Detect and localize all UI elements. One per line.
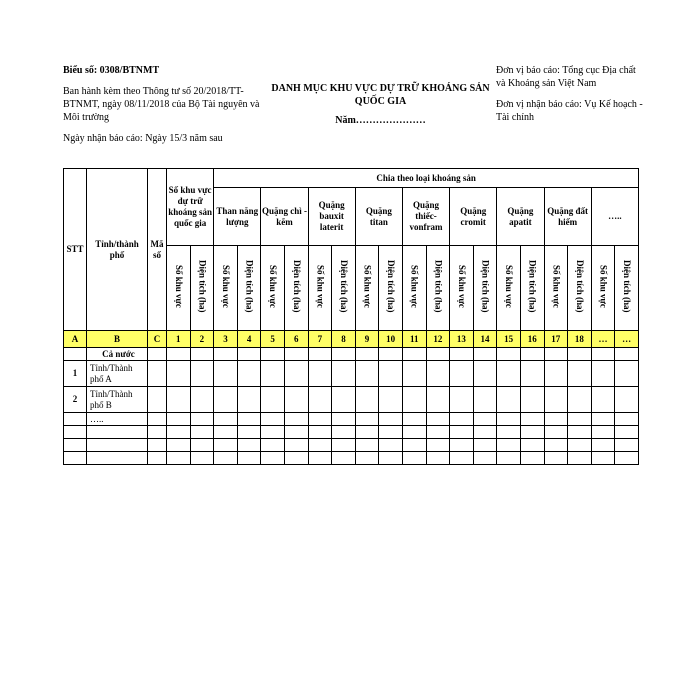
data-cell[interactable] [167,452,191,465]
table-row [64,387,639,413]
col-stt-header: STT [64,169,87,331]
mineral-header: Quặng thiếc-vonfram [402,188,449,246]
data-cell[interactable] [473,387,497,413]
data-cell[interactable] [591,387,615,413]
table-row [64,413,639,426]
data-cell[interactable] [544,361,568,387]
column-code-cell: 15 [497,331,521,348]
data-cell[interactable] [615,348,639,361]
data-cell[interactable] [426,387,450,413]
subheader-area: Diện tích (ha) [379,246,403,331]
data-cell[interactable] [568,452,592,465]
data-cell[interactable] [520,452,544,465]
data-cell[interactable] [426,348,450,361]
data-cell[interactable] [520,361,544,387]
column-code-cell: 11 [402,331,426,348]
data-cell[interactable] [426,426,450,439]
data-cell[interactable] [332,413,356,426]
subheader-area: Diện tích (ha) [615,246,639,331]
data-cell[interactable] [190,361,214,387]
mineral-header: Quặng apatit [497,188,544,246]
column-code-cell: 1 [167,331,191,348]
data-cell[interactable] [190,387,214,413]
data-cell[interactable] [450,426,474,439]
row-stt: 2 [64,387,87,413]
data-cell[interactable] [473,439,497,452]
report-period: Năm………………… [335,115,426,126]
data-cell[interactable] [237,452,261,465]
row-stt: 1 [64,361,87,387]
data-cell[interactable] [497,361,521,387]
subheader-count: Số khu vực [214,246,238,331]
data-cell[interactable] [355,348,379,361]
data-cell[interactable] [426,361,450,387]
data-cell[interactable] [284,439,308,452]
row-province [87,439,148,452]
col-province-header: Tỉnh/thành phố [87,169,148,331]
subheader-area: Diện tích (ha) [190,246,214,331]
data-cell[interactable] [544,439,568,452]
data-cell[interactable] [497,348,521,361]
table-row [64,348,639,361]
row-province: Tỉnh/Thành phố B [87,387,148,413]
column-code-cell: 9 [355,331,379,348]
data-cell[interactable] [520,439,544,452]
data-cell[interactable] [520,387,544,413]
data-cell[interactable] [591,413,615,426]
data-cell[interactable] [450,387,474,413]
data-cell[interactable] [379,361,403,387]
data-cell[interactable] [148,361,167,387]
data-cell[interactable] [237,361,261,387]
data-cell[interactable] [214,452,238,465]
data-cell[interactable] [148,439,167,452]
data-cell[interactable] [544,387,568,413]
data-cell[interactable] [332,348,356,361]
col-count-header: Số khu vực dự trữ khoáng sản quốc gia [167,169,214,246]
header-right [496,64,646,124]
row-stt [64,439,87,452]
data-cell[interactable] [568,439,592,452]
data-cell[interactable] [568,387,592,413]
data-cell[interactable] [591,361,615,387]
data-cell[interactable] [214,426,238,439]
data-cell[interactable] [190,452,214,465]
data-cell[interactable] [402,348,426,361]
data-cell[interactable] [308,413,332,426]
data-cell[interactable] [402,413,426,426]
data-cell[interactable] [426,413,450,426]
subheader-area: Diện tích (ha) [568,246,592,331]
data-cell[interactable] [167,361,191,387]
row-province: Cả nước [87,348,148,361]
form-code: Biểu số: 0308/BTNMT [63,65,160,76]
data-cell[interactable] [615,387,639,413]
data-cell[interactable] [402,452,426,465]
row-stt [64,348,87,361]
data-cell[interactable] [237,426,261,439]
mineral-header: Quặng titan [355,188,402,246]
row-stt [64,426,87,439]
data-cell[interactable] [237,439,261,452]
reporting-unit: Đơn vị báo cáo: Tổng cục Địa chất và Khoáng sản Việt Nam [496,65,636,89]
data-cell[interactable] [591,426,615,439]
data-cell[interactable] [214,413,238,426]
data-cell[interactable] [615,452,639,465]
column-code-cell: 12 [426,331,450,348]
data-cell[interactable] [190,439,214,452]
data-cell[interactable] [237,348,261,361]
row-stt [64,452,87,465]
data-cell[interactable] [497,452,521,465]
data-cell[interactable] [355,361,379,387]
column-code-cell: C [148,331,167,348]
data-cell[interactable] [148,413,167,426]
row-province: ….. [87,413,148,426]
data-cell[interactable] [379,413,403,426]
subheader-count: Số khu vực [591,246,615,331]
subheader-count: Số khu vực [355,246,379,331]
subheader-count: Số khu vực [497,246,521,331]
data-cell[interactable] [214,361,238,387]
mineral-header: Quặng chì - kẽm [261,188,308,246]
column-code-cell: 4 [237,331,261,348]
subheader-count: Số khu vực [544,246,568,331]
data-cell[interactable] [148,452,167,465]
data-cell[interactable] [308,452,332,465]
column-code-cell: 7 [308,331,332,348]
data-cell[interactable] [332,361,356,387]
data-cell[interactable] [544,426,568,439]
mineral-header: Than năng lượng [214,188,261,246]
row-stt [64,413,87,426]
subheader-area: Diện tích (ha) [473,246,497,331]
col-code-header: Mã số [148,169,167,331]
data-cell[interactable] [591,348,615,361]
data-cell[interactable] [450,361,474,387]
column-code-cell: 5 [261,331,285,348]
header-center [268,82,493,127]
mineral-header: Quặng đất hiếm [544,188,591,246]
data-cell[interactable] [167,413,191,426]
data-cell[interactable] [379,439,403,452]
column-code-cell: A [64,331,87,348]
receive-date: Ngày nhận báo cáo: Ngày 15/3 năm sau [63,133,223,144]
data-cell[interactable] [148,348,167,361]
data-cell[interactable] [591,452,615,465]
data-cell[interactable] [497,439,521,452]
data-cell[interactable] [284,413,308,426]
data-cell[interactable] [402,439,426,452]
data-cell[interactable] [568,348,592,361]
data-cell[interactable] [402,426,426,439]
mineral-header: Quặng cromit [450,188,497,246]
data-cell[interactable] [332,426,356,439]
data-cell[interactable] [591,439,615,452]
data-cell[interactable] [261,413,285,426]
data-cell[interactable] [520,426,544,439]
data-cell[interactable] [473,413,497,426]
data-cell[interactable] [308,439,332,452]
data-cell[interactable] [237,413,261,426]
data-cell[interactable] [261,348,285,361]
subheader-count: Số khu vực [308,246,332,331]
data-cell[interactable] [332,452,356,465]
data-cell[interactable] [261,452,285,465]
data-cell[interactable] [261,426,285,439]
data-cell[interactable] [426,439,450,452]
column-code-cell: 17 [544,331,568,348]
col-breakdown-header: Chia theo loại khoáng sản [214,169,639,188]
column-code-cell: … [615,331,639,348]
data-cell[interactable] [615,426,639,439]
data-cell[interactable] [426,452,450,465]
data-cell[interactable] [284,361,308,387]
subheader-area: Diện tích (ha) [284,246,308,331]
data-cell[interactable] [167,439,191,452]
subheader-count: Số khu vực [450,246,474,331]
data-cell[interactable] [308,348,332,361]
data-cell[interactable] [261,387,285,413]
data-cell[interactable] [167,426,191,439]
table-row [64,452,639,465]
subheader-area: Diện tích (ha) [332,246,356,331]
column-code-cell: 10 [379,331,403,348]
column-code-cell: 2 [190,331,214,348]
data-cell[interactable] [355,426,379,439]
data-cell[interactable] [148,426,167,439]
data-cell[interactable] [167,387,191,413]
data-cell[interactable] [214,387,238,413]
issued-by: Ban hành kèm theo Thông tư số 20/2018/TT-BTNMT, ngày 08/11/2018 của Bộ Tài nguyên và Môi trường [63,86,260,123]
data-cell[interactable] [379,452,403,465]
data-cell[interactable] [520,348,544,361]
data-cell[interactable] [379,348,403,361]
column-code-cell: 16 [520,331,544,348]
column-code-cell: 14 [473,331,497,348]
data-cell[interactable] [544,413,568,426]
mineral-header: Quặng bauxit laterit [308,188,355,246]
data-cell[interactable] [544,348,568,361]
data-cell[interactable] [355,387,379,413]
page-title: DANH MỤC KHU VỰC DỰ TRỮ KHOÁNG SẢN QUỐC GIA [271,83,490,107]
data-cell[interactable] [473,426,497,439]
data-cell[interactable] [308,387,332,413]
data-cell[interactable] [450,452,474,465]
data-cell[interactable] [284,387,308,413]
column-code-cell: 6 [284,331,308,348]
data-cell[interactable] [379,426,403,439]
data-cell[interactable] [284,452,308,465]
data-cell[interactable] [497,387,521,413]
data-cell[interactable] [190,426,214,439]
data-cell[interactable] [615,439,639,452]
data-cell[interactable] [284,348,308,361]
data-cell[interactable] [450,348,474,361]
data-cell[interactable] [497,413,521,426]
data-cell[interactable] [148,387,167,413]
column-code-cell: 3 [214,331,238,348]
data-cell[interactable] [497,426,521,439]
data-cell[interactable] [308,426,332,439]
subheader-area: Diện tích (ha) [237,246,261,331]
data-cell[interactable] [402,361,426,387]
data-cell[interactable] [261,361,285,387]
subheader-area: Diện tích (ha) [426,246,450,331]
receiving-unit: Đơn vị nhận báo cáo: Vụ Kế hoạch - Tài chính [496,99,643,123]
data-cell[interactable] [402,387,426,413]
column-code-cell: … [591,331,615,348]
data-cell[interactable] [261,439,285,452]
row-province [87,426,148,439]
data-cell[interactable] [237,387,261,413]
data-cell[interactable] [355,452,379,465]
column-code-cell: 13 [450,331,474,348]
mineral-header: ….. [591,188,638,246]
row-province [87,452,148,465]
data-cell[interactable] [450,413,474,426]
column-code-cell: 18 [568,331,592,348]
data-cell[interactable] [473,348,497,361]
table-row [64,439,639,452]
data-cell[interactable] [355,413,379,426]
data-cell[interactable] [520,413,544,426]
data-cell[interactable] [568,361,592,387]
data-cell[interactable] [355,439,379,452]
data-cell[interactable] [214,439,238,452]
column-code-row [64,331,639,348]
table-row [64,361,639,387]
data-cell[interactable] [568,413,592,426]
data-cell[interactable] [544,452,568,465]
data-cell[interactable] [332,387,356,413]
data-cell[interactable] [473,452,497,465]
data-cell[interactable] [615,361,639,387]
subheader-count: Số khu vực [167,246,191,331]
subheader-area: Diện tích (ha) [520,246,544,331]
data-cell[interactable] [379,387,403,413]
data-cell[interactable] [214,348,238,361]
data-cell[interactable] [284,426,308,439]
data-cell[interactable] [167,348,191,361]
column-code-cell: 8 [332,331,356,348]
mineral-reserve-table [63,168,639,465]
data-cell[interactable] [568,426,592,439]
column-code-cell: B [87,331,148,348]
data-cell[interactable] [308,361,332,387]
data-cell[interactable] [473,361,497,387]
data-cell[interactable] [332,439,356,452]
data-cell[interactable] [190,348,214,361]
subheader-count: Số khu vực [402,246,426,331]
table-row [64,426,639,439]
data-cell[interactable] [190,413,214,426]
data-cell[interactable] [450,439,474,452]
row-province: Tỉnh/Thành phố A [87,361,148,387]
subheader-count: Số khu vực [261,246,285,331]
header-left [63,64,263,145]
data-cell[interactable] [615,413,639,426]
